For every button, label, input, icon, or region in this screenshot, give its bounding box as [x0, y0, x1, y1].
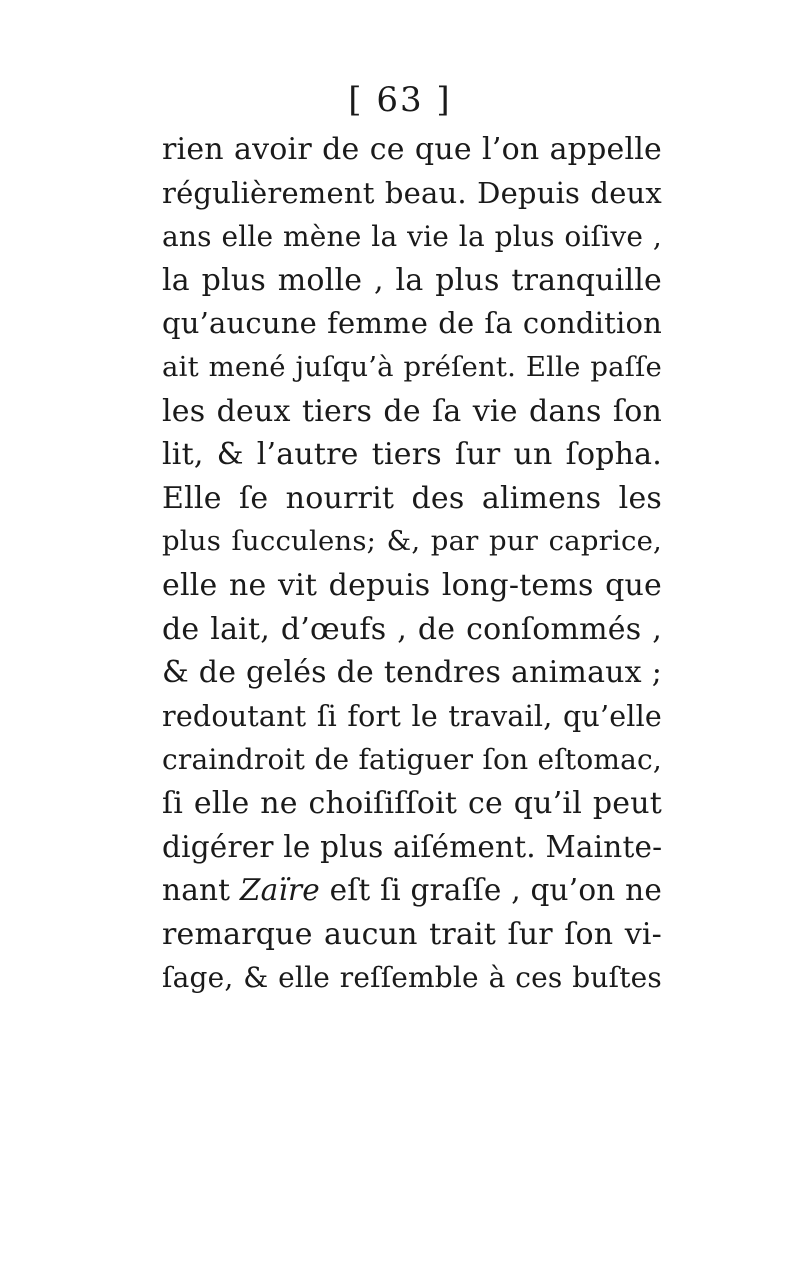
text-line: redoutant ſi fort le travail, qu’elle — [162, 699, 662, 733]
text-line: ſi elle ne choiſiſſoit ce qu’il peut — [162, 785, 662, 821]
text-segment: eſt ſi graſſe , qu’on ne — [319, 873, 662, 908]
text-line: elle ne vit depuis long-tems que — [162, 567, 662, 603]
text-line: la plus molle , la plus tranquille — [162, 262, 662, 298]
page-number: [ 63 ] — [348, 80, 452, 120]
text-line: digérer le plus aiſément. Mainte- — [162, 829, 663, 864]
text-line: rien avoir de ce que l’on appelle — [162, 132, 662, 167]
text-line: régulièrement beau. Depuis deux — [162, 175, 662, 210]
text-line: craindroit de fatiguer ſon eſtomac, — [162, 743, 662, 777]
text-line: les deux tiers de ſa vie dans ſon — [162, 393, 662, 429]
text-line: plus ſucculens; &, par pur caprice, — [162, 525, 662, 558]
text-line: remarque aucun trait ſur ſon vi- — [162, 916, 662, 952]
text-line: qu’aucune femme de ſa condition — [162, 306, 662, 341]
text-line — [162, 869, 662, 913]
text-line: & de gelés de tendres animaux ; — [162, 655, 662, 691]
text-segment: nant — [162, 873, 240, 908]
text-line: de lait, d’œufs , de conſommés , — [162, 611, 662, 647]
text-line: ans elle mène la vie la plus oiſive , — [162, 220, 662, 254]
text-line: ait mené juſqu’à préſent. Elle paſſe — [162, 350, 662, 383]
text-line: Elle ſe nourrit des alimens les — [162, 480, 662, 516]
body-text — [162, 128, 662, 1000]
text-line: lit, & l’autre tiers ſur un ſopha. — [162, 437, 662, 473]
italic-name: Zaïre — [239, 873, 320, 908]
text-line: ſage, & elle reſſemble à ces buſtes — [162, 961, 662, 995]
